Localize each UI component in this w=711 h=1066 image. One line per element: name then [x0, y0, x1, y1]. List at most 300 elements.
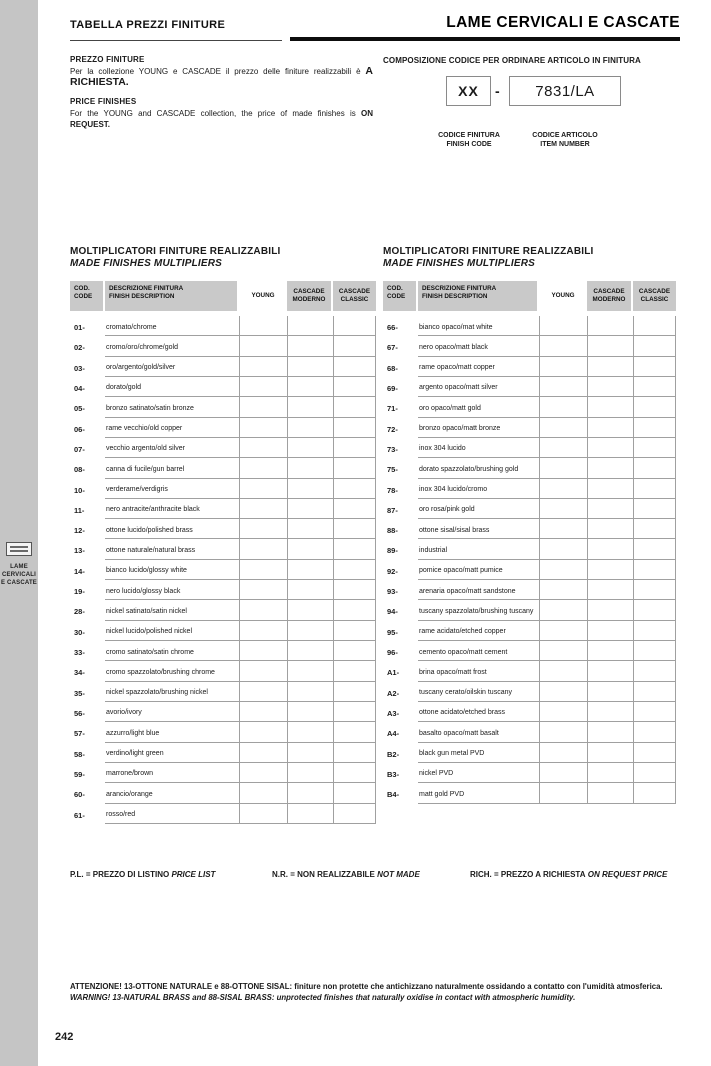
young-price-cell: [539, 702, 587, 722]
cascade-moderno-price-cell: [287, 722, 333, 742]
finish-description: nickel spazzolato/brushing nickel: [105, 682, 239, 702]
cascade-moderno-price-cell: [587, 438, 633, 458]
cascade-moderno-price-cell: [287, 763, 333, 783]
finish-row: [70, 438, 376, 458]
young-price-cell: [239, 661, 287, 681]
finish-description: dorato/gold: [105, 377, 239, 397]
cascade-classic-price-cell: [333, 479, 376, 499]
table-title-it: MOLTIPLICATORI FINITURE REALIZZABILI: [70, 246, 281, 257]
finish-row: [383, 519, 676, 539]
finish-description: ottone naturale/natural brass: [105, 539, 239, 559]
finish-code: 89-: [387, 546, 398, 556]
cascade-moderno-price-cell: [287, 519, 333, 539]
young-price-cell: [539, 438, 587, 458]
cascade-classic-price-cell: [633, 499, 676, 519]
young-price-cell: [239, 479, 287, 499]
young-price-cell: [239, 336, 287, 356]
cascade-moderno-price-cell: [587, 336, 633, 356]
cascade-moderno-price-cell: [587, 661, 633, 681]
item-number-label-it: CODICE ARTICOLO: [532, 132, 598, 139]
cascade-classic-price-cell: [333, 580, 376, 600]
sidebar-tab-lame-cervicali[interactable]: [0, 542, 38, 587]
finish-row: [70, 397, 376, 417]
finish-row: [70, 722, 376, 742]
cascade-classic-price-cell: [333, 458, 376, 478]
finish-code: 28-: [74, 607, 85, 617]
finish-description: bronzo satinato/satin bronze: [105, 397, 239, 417]
finish-description: cemento opaco/matt cement: [418, 641, 539, 661]
table-header-row: [383, 281, 676, 311]
cascade-moderno-price-cell: [587, 377, 633, 397]
young-price-cell: [539, 763, 587, 783]
code-composition-heading: COMPOSIZIONE CODICE PER ORDINARE ARTICOLO IN FINITURA: [383, 56, 641, 65]
col-header-cascade-classic: CASCADE CLASSIC: [333, 281, 376, 311]
finish-description: pomice opaco/matt pumice: [418, 560, 539, 580]
cascade-moderno-price-cell: [287, 336, 333, 356]
young-price-cell: [239, 519, 287, 539]
page-title: LAME CERVICALI E CASCATE: [446, 14, 680, 31]
cascade-classic-price-cell: [333, 336, 376, 356]
cascade-classic-price-cell: [633, 641, 676, 661]
col-header-code: COD. CODE: [70, 281, 105, 311]
finish-description: cromato/chrome: [105, 316, 239, 336]
young-price-cell: [539, 743, 587, 763]
finish-row: [383, 458, 676, 478]
cascade-moderno-price-cell: [587, 702, 633, 722]
finish-description: ottone acidato/etched brass: [418, 702, 539, 722]
cascade-moderno-price-cell: [587, 560, 633, 580]
young-price-cell: [239, 418, 287, 438]
intro-heading-it: PREZZO FINITURE: [70, 55, 145, 64]
cascade-moderno-price-cell: [287, 682, 333, 702]
young-price-cell: [239, 743, 287, 763]
finish-row: [383, 560, 676, 580]
finish-code: 72-: [387, 424, 398, 434]
finish-description: oro opaco/matt gold: [418, 397, 539, 417]
price-finishes-intro: [70, 55, 373, 139]
finish-description: verdino/light green: [105, 743, 239, 763]
finish-description: rame opaco/matt copper: [418, 357, 539, 377]
finish-row: [383, 499, 676, 519]
col-header-description: DESCRIZIONE FINITURA FINISH DESCRIPTION: [418, 281, 539, 311]
cascade-classic-price-cell: [633, 560, 676, 580]
cascade-classic-price-cell: [333, 702, 376, 722]
finish-code: 03-: [74, 363, 85, 373]
finish-description: ottone lucido/polished brass: [105, 519, 239, 539]
young-price-cell: [239, 600, 287, 620]
cascade-classic-price-cell: [633, 621, 676, 641]
finish-description: brina opaco/matt frost: [418, 661, 539, 681]
cascade-classic-price-cell: [333, 783, 376, 803]
legend: [0, 870, 711, 884]
cascade-moderno-price-cell: [287, 539, 333, 559]
table-body: [383, 316, 676, 804]
finish-row: [383, 783, 676, 803]
cascade-moderno-price-cell: [587, 600, 633, 620]
finish-description: oro rosa/pink gold: [418, 499, 539, 519]
finish-code: B3-: [387, 769, 400, 779]
finish-row: [70, 458, 376, 478]
finish-row: [383, 539, 676, 559]
finish-row: [383, 621, 676, 641]
col-header-young: YOUNG: [239, 281, 287, 311]
cascade-classic-price-cell: [633, 458, 676, 478]
finish-description: verderame/verdigris: [105, 479, 239, 499]
finish-description: dorato spazzolato/brushing gold: [418, 458, 539, 478]
sidebar-tab-label: [0, 563, 38, 587]
cascade-classic-price-cell: [633, 519, 676, 539]
young-price-cell: [239, 458, 287, 478]
section-title: TABELLA PREZZI FINITURE: [70, 19, 226, 31]
cascade-moderno-price-cell: [287, 580, 333, 600]
finish-row: [70, 479, 376, 499]
cascade-moderno-price-cell: [587, 682, 633, 702]
cascade-classic-price-cell: [633, 539, 676, 559]
finish-code: B2-: [387, 749, 400, 759]
young-price-cell: [539, 539, 587, 559]
finish-code: A2-: [387, 688, 400, 698]
finish-description: azzurro/light blue: [105, 722, 239, 742]
cascade-classic-price-cell: [333, 560, 376, 580]
finish-row: [70, 702, 376, 722]
young-price-cell: [539, 641, 587, 661]
cascade-classic-price-cell: [333, 661, 376, 681]
finish-description: industrial: [418, 539, 539, 559]
page-number: 242: [55, 1031, 74, 1043]
cascade-classic-price-cell: [633, 479, 676, 499]
legend-item-on-request: RICH. = PREZZO A RICHIESTA ON REQUEST PRICE: [470, 870, 668, 879]
young-price-cell: [239, 438, 287, 458]
cascade-classic-price-cell: [333, 621, 376, 641]
cascade-classic-price-cell: [633, 336, 676, 356]
finish-code: 92-: [387, 566, 398, 576]
cascade-classic-price-cell: [333, 316, 376, 336]
finish-code: 01-: [74, 323, 85, 332]
cascade-moderno-price-cell: [287, 641, 333, 661]
finish-description: bianco lucido/glossy white: [105, 560, 239, 580]
finish-code: 04-: [74, 383, 85, 393]
finish-description: matt gold PVD: [418, 783, 539, 803]
finish-row: [383, 661, 676, 681]
cascade-moderno-price-cell: [287, 438, 333, 458]
cascade-classic-price-cell: [633, 438, 676, 458]
finish-code: 19-: [74, 587, 85, 597]
col-header-cascade-classic: CASCADE CLASSIC: [633, 281, 676, 311]
cascade-moderno-price-cell: [587, 722, 633, 742]
cascade-classic-price-cell: [633, 783, 676, 803]
cascade-classic-price-cell: [333, 357, 376, 377]
young-price-cell: [539, 336, 587, 356]
intro-bold-it: A RICHIESTA.: [70, 65, 373, 88]
finish-code: 95-: [387, 627, 398, 637]
finish-description: rame vecchio/old copper: [105, 418, 239, 438]
cascade-classic-price-cell: [333, 722, 376, 742]
cascade-classic-price-cell: [333, 743, 376, 763]
finish-code-box: XX: [446, 76, 491, 106]
col-header-young: YOUNG: [539, 281, 587, 311]
finish-description: rosso/red: [105, 804, 239, 824]
cascade-moderno-price-cell: [587, 580, 633, 600]
blades-thumbnail-icon: [6, 542, 32, 556]
finish-code: 87-: [387, 505, 398, 515]
young-price-cell: [539, 316, 587, 336]
finish-code: 61-: [74, 810, 85, 820]
finish-row: [70, 580, 376, 600]
finish-row: [383, 418, 676, 438]
cascade-classic-price-cell: [633, 357, 676, 377]
finish-row: [70, 804, 376, 824]
finish-description: arancio/orange: [105, 783, 239, 803]
cascade-classic-price-cell: [633, 316, 676, 336]
cascade-moderno-price-cell: [587, 763, 633, 783]
cascade-moderno-price-cell: [587, 539, 633, 559]
finish-code: 75-: [387, 465, 398, 475]
code-separator: -: [495, 83, 500, 99]
cascade-moderno-price-cell: [587, 458, 633, 478]
intro-body-it: [70, 66, 373, 88]
young-price-cell: [539, 580, 587, 600]
finish-row: [70, 743, 376, 763]
finish-code: 30-: [74, 627, 85, 637]
legend-item-not-made: N.R. = NON REALIZZABILE NOT MADE: [272, 870, 420, 879]
young-price-cell: [239, 316, 287, 336]
finish-code: 58-: [74, 749, 85, 759]
cascade-classic-price-cell: [633, 722, 676, 742]
cascade-moderno-price-cell: [587, 499, 633, 519]
cascade-moderno-price-cell: [587, 316, 633, 336]
finish-row: [70, 499, 376, 519]
finish-row: [383, 641, 676, 661]
cascade-classic-price-cell: [333, 377, 376, 397]
finish-row: [70, 682, 376, 702]
young-price-cell: [539, 357, 587, 377]
young-price-cell: [239, 580, 287, 600]
young-price-cell: [539, 458, 587, 478]
young-price-cell: [239, 783, 287, 803]
warning-text-it: ATTENZIONE! 13-OTTONE NATURALE e 88-OTTONE SISAL: finiture non protette che antichizzano naturalmente ossidando a contatto con l'umidità atmosferica.: [70, 982, 663, 991]
finish-description: black gun metal PVD: [418, 743, 539, 763]
finishes-table-1: [70, 246, 376, 824]
young-price-cell: [239, 621, 287, 641]
col-header-code: COD. CODE: [383, 281, 418, 311]
young-price-cell: [239, 499, 287, 519]
finish-row: [383, 600, 676, 620]
item-number-label: [510, 131, 620, 149]
cascade-moderno-price-cell: [587, 418, 633, 438]
finish-description: cromo satinato/satin chrome: [105, 641, 239, 661]
young-price-cell: [539, 519, 587, 539]
finish-description: nickel PVD: [418, 763, 539, 783]
cascade-moderno-price-cell: [287, 661, 333, 681]
young-price-cell: [539, 722, 587, 742]
intro-body-en: [70, 108, 373, 130]
cascade-moderno-price-cell: [587, 519, 633, 539]
section-title-rule: [70, 40, 282, 41]
cascade-moderno-price-cell: [287, 377, 333, 397]
finish-description: tuscany cerato/oilskin tuscany: [418, 682, 539, 702]
cascade-classic-price-cell: [333, 763, 376, 783]
young-price-cell: [239, 682, 287, 702]
finish-row: [383, 479, 676, 499]
finish-row: [70, 560, 376, 580]
table-header-row: [70, 281, 376, 311]
finish-row: [70, 539, 376, 559]
finish-description: bronzo opaco/matt bronze: [418, 418, 539, 438]
finish-row: [70, 377, 376, 397]
cascade-classic-price-cell: [333, 600, 376, 620]
col-header-cascade-moderno: CASCADE MODERNO: [287, 281, 333, 311]
finish-row: [70, 600, 376, 620]
finish-code-label-en: FINISH CODE: [446, 141, 492, 148]
cascade-classic-price-cell: [633, 397, 676, 417]
cascade-moderno-price-cell: [287, 804, 333, 824]
cascade-classic-price-cell: [633, 418, 676, 438]
finish-code: 73-: [387, 444, 398, 454]
cascade-classic-price-cell: [633, 580, 676, 600]
young-price-cell: [239, 763, 287, 783]
finish-row: [383, 377, 676, 397]
page-title-rule: [290, 37, 680, 41]
finish-description: basalto opaco/matt basalt: [418, 722, 539, 742]
finish-description: tuscany spazzolato/brushing tuscany: [418, 600, 539, 620]
finish-code: 59-: [74, 769, 85, 779]
cascade-moderno-price-cell: [287, 357, 333, 377]
cascade-moderno-price-cell: [287, 560, 333, 580]
cascade-moderno-price-cell: [287, 316, 333, 336]
young-price-cell: [539, 783, 587, 803]
finish-row: [383, 336, 676, 356]
table-title-it: MOLTIPLICATORI FINITURE REALIZZABILI: [383, 246, 594, 257]
finish-code: 71-: [387, 404, 398, 414]
finish-description: inox 304 lucido: [418, 438, 539, 458]
finish-code: 02-: [74, 343, 85, 353]
intro-bold-en: ON REQUEST.: [70, 109, 374, 129]
cascade-classic-price-cell: [633, 661, 676, 681]
cascade-moderno-price-cell: [287, 783, 333, 803]
finish-code: 07-: [74, 444, 85, 454]
finish-code: 33-: [74, 648, 85, 657]
finish-row: [70, 336, 376, 356]
finish-code: 93-: [387, 587, 398, 597]
finish-code-label: [414, 131, 524, 149]
finish-code: 14-: [74, 566, 85, 576]
young-price-cell: [539, 479, 587, 499]
finish-code: 06-: [74, 424, 85, 434]
finish-row: [383, 702, 676, 722]
finish-row: [70, 316, 376, 336]
young-price-cell: [539, 560, 587, 580]
cascade-classic-price-cell: [333, 397, 376, 417]
cascade-classic-price-cell: [333, 499, 376, 519]
finish-code: 10-: [74, 485, 85, 495]
young-price-cell: [239, 702, 287, 722]
cascade-moderno-price-cell: [587, 479, 633, 499]
finish-description: nero opaco/matt black: [418, 336, 539, 356]
cascade-moderno-price-cell: [287, 621, 333, 641]
young-price-cell: [239, 722, 287, 742]
finish-row: [70, 357, 376, 377]
finish-row: [70, 661, 376, 681]
finish-description: oro/argento/gold/silver: [105, 357, 239, 377]
finish-row: [70, 418, 376, 438]
finish-description: ottone sisal/sisal brass: [418, 519, 539, 539]
cascade-moderno-price-cell: [587, 357, 633, 377]
finish-description: cromo/oro/chrome/gold: [105, 336, 239, 356]
col-header-description: DESCRIZIONE FINITURA FINISH DESCRIPTION: [105, 281, 239, 311]
cascade-moderno-price-cell: [287, 702, 333, 722]
finish-code: 69-: [387, 383, 398, 393]
finish-code: 35-: [74, 688, 85, 698]
finish-row: [383, 316, 676, 336]
finish-code: 08-: [74, 465, 85, 475]
cascade-moderno-price-cell: [287, 397, 333, 417]
cascade-moderno-price-cell: [587, 743, 633, 763]
cascade-classic-price-cell: [633, 743, 676, 763]
young-price-cell: [539, 377, 587, 397]
cascade-moderno-price-cell: [287, 458, 333, 478]
warning-text-en: WARNING! 13-NATURAL BRASS and 88-SISAL BRASS: unprotected finishes that naturally oxidise in contact with atmospheric humidity.: [70, 993, 576, 1002]
cascade-classic-price-cell: [333, 438, 376, 458]
table-body: [70, 316, 376, 824]
finish-code: 66-: [387, 323, 398, 332]
finish-code: 56-: [74, 708, 85, 718]
finish-description: nickel satinato/satin nickel: [105, 600, 239, 620]
finish-code: 94-: [387, 607, 398, 617]
cascade-moderno-price-cell: [587, 397, 633, 417]
finish-description: rame acidato/etched copper: [418, 621, 539, 641]
cascade-moderno-price-cell: [587, 621, 633, 641]
cascade-classic-price-cell: [633, 682, 676, 702]
item-number-box: 7831/LA: [509, 76, 621, 106]
cascade-moderno-price-cell: [287, 600, 333, 620]
sidebar-tab-line: LAME: [10, 564, 28, 570]
finish-code: 05-: [74, 404, 85, 414]
finish-description: nero lucido/glossy black: [105, 580, 239, 600]
cascade-classic-price-cell: [333, 641, 376, 661]
finish-code: 11-: [74, 505, 85, 515]
cascade-classic-price-cell: [333, 519, 376, 539]
finish-description: inox 304 lucido/cromo: [418, 479, 539, 499]
young-price-cell: [539, 397, 587, 417]
finish-description: nickel lucido/polished nickel: [105, 621, 239, 641]
finish-row: [383, 763, 676, 783]
finish-row: [383, 438, 676, 458]
finish-code: 68-: [387, 363, 398, 373]
finish-code: 88-: [387, 526, 398, 536]
table-title-en: MADE FINISHES MULTIPLIERS: [383, 258, 536, 269]
cascade-moderno-price-cell: [287, 479, 333, 499]
finish-row: [70, 783, 376, 803]
young-price-cell: [539, 682, 587, 702]
finish-row: [70, 621, 376, 641]
table-title-en: MADE FINISHES MULTIPLIERS: [70, 258, 223, 269]
warning-note: [70, 981, 684, 1003]
finish-row: [383, 357, 676, 377]
finish-code: B4-: [387, 790, 400, 800]
finish-code: 57-: [74, 729, 85, 739]
intro-heading-en: PRICE FINISHES: [70, 97, 137, 106]
finish-code: 60-: [74, 790, 85, 800]
finish-description: arenaria opaco/matt sandstone: [418, 580, 539, 600]
sidebar-tab-line: E CASCATE: [0, 580, 38, 586]
finish-description: avorio/ivory: [105, 702, 239, 722]
finish-description: marrone/brown: [105, 763, 239, 783]
finish-row: [383, 580, 676, 600]
young-price-cell: [539, 600, 587, 620]
cascade-classic-price-cell: [333, 804, 376, 824]
finish-description: argento opaco/matt silver: [418, 377, 539, 397]
sidebar-strip: [0, 0, 38, 1066]
